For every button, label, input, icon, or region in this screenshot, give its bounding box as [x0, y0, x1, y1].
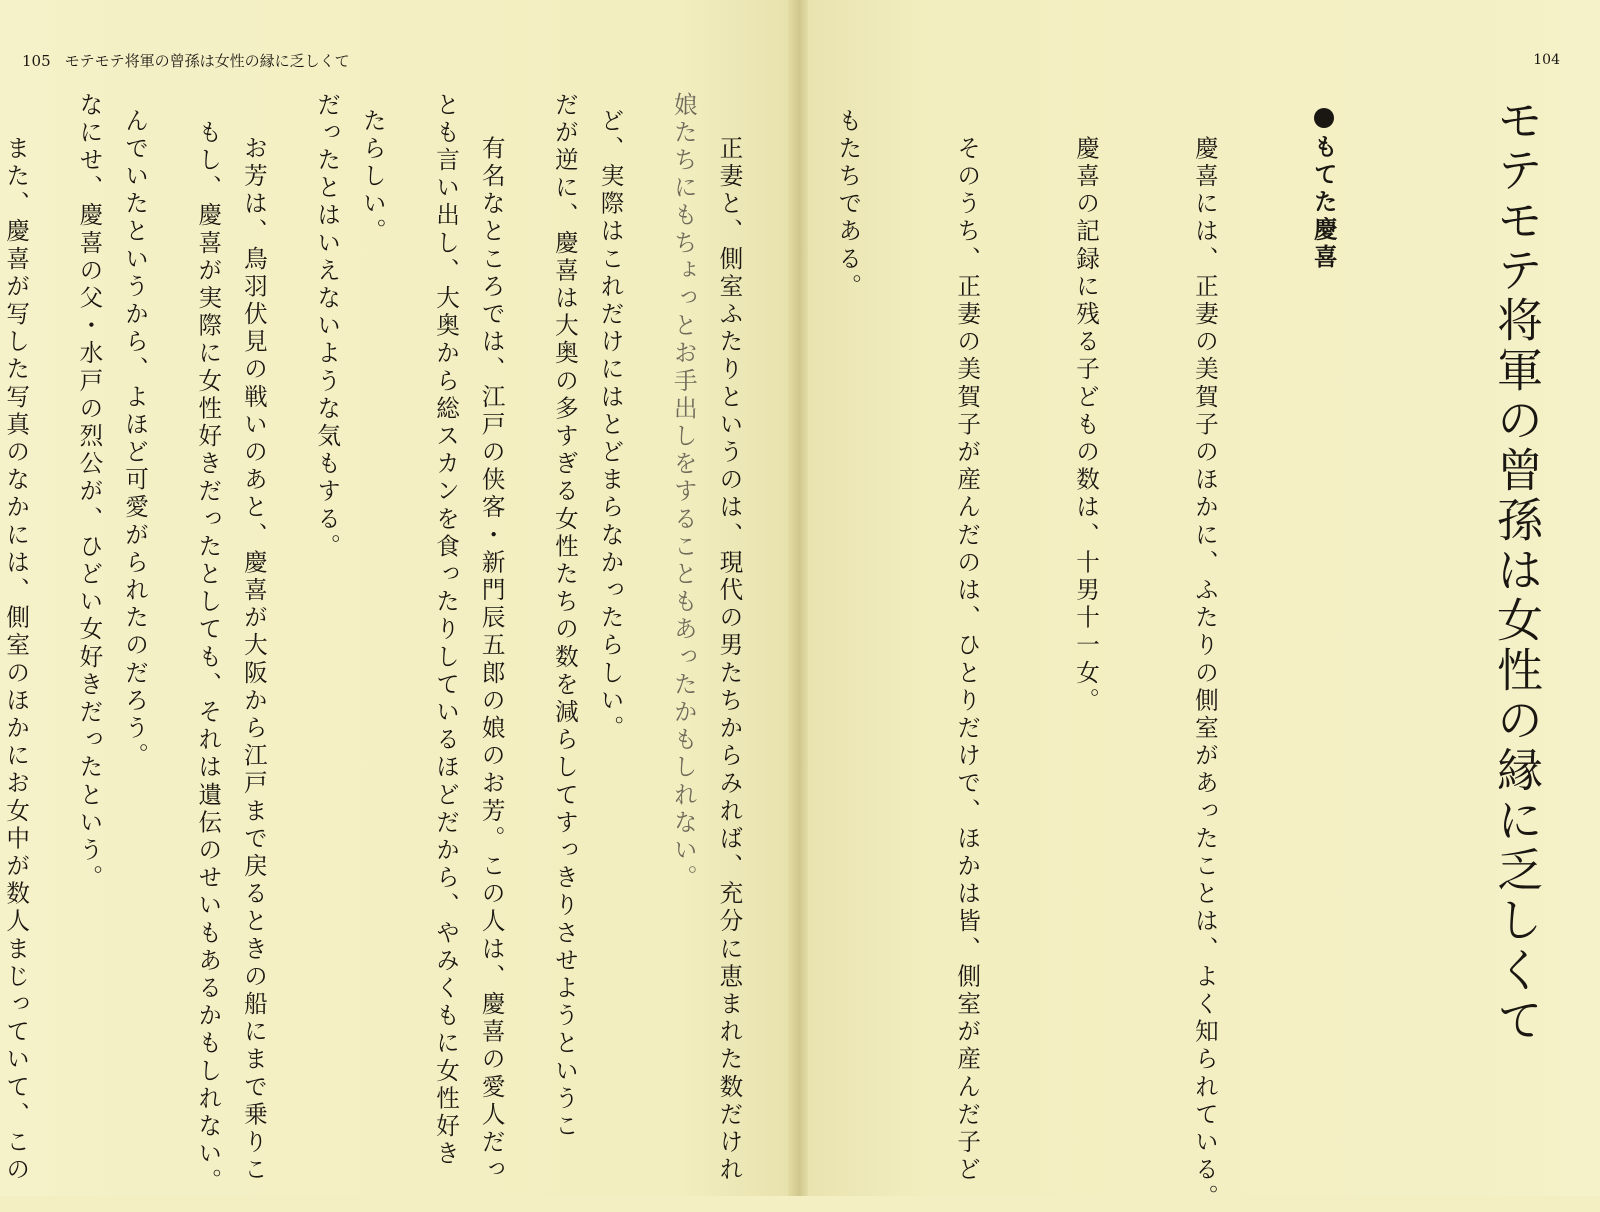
body-line: 慶喜には、正妻の美賀子のほかに、ふたりの側室があったことは、よく知られている。 — [1190, 108, 1219, 1212]
body-line: 娘たちにもちょっとお手出しをすることもあったかもしれない。 — [669, 92, 698, 893]
body-line: もたちである。 — [834, 108, 863, 302]
body-line: んでいたというから、よほど可愛がられたのだろう。 — [121, 108, 149, 771]
body-line: だが逆に、慶喜は大奥の多すぎる女性たちの数を減らしてすっきりさせようというこ — [550, 92, 579, 1141]
body-line: 有名なところでは、江戸の侠客・新門辰五郎の娘のお芳。この人は、慶喜の愛人だっ — [477, 108, 506, 1185]
running-title: モテモテ将軍の曾孫は女性の縁に乏しくて — [64, 52, 350, 70]
running-header — [22, 50, 350, 71]
body-line: なにせ、慶喜の父・水戸の烈公が、ひどい女好きだったという。 — [75, 92, 104, 893]
section-heading-right: もてた慶喜 — [1303, 108, 1343, 1182]
body-line: もし、慶喜が実際に女性好きだったとしても、それは遺伝のせいもあるかもしれない。 — [194, 92, 223, 1196]
body-line: 慶喜の記録に残る子どもの数は、十男十一女。 — [1072, 108, 1100, 716]
body-line: とも言い出し、大奥から総スカンを食ったりしているほどだから、やみくもに女性好き — [432, 92, 460, 1169]
body-line: そのうち、正妻の美賀子が産んだのは、ひとりだけで、ほかは皆、側室が産んだ子ど — [953, 108, 982, 1185]
body-line: ど、実際はこれだけにはとどまらなかったらしい。 — [596, 108, 625, 743]
page-number-right: 104 — [1533, 52, 1560, 68]
bullet-dot-icon — [1314, 108, 1334, 128]
body-line: また、慶喜が写した写真のなかには、側室のほかにお女中が数人まじっていて、この — [2, 108, 31, 1185]
chapter-title: モテモテ将軍の曾孫は女性の縁に乏しくて — [1490, 96, 1544, 1046]
page-number-left: 105 — [22, 52, 51, 70]
body-line: たらしい。 — [358, 108, 387, 246]
body-line: お芳は、鳥羽伏見の戦いのあと、慶喜が大阪から江戸まで戻るときの船にまで乗りこ — [239, 108, 268, 1185]
body-line: 正妻と、側室ふたりというのは、現代の男たちからみれば、充分に恵まれた数だけれ — [715, 108, 744, 1185]
body-line: だったとはいえないような気もする。 — [313, 92, 342, 562]
